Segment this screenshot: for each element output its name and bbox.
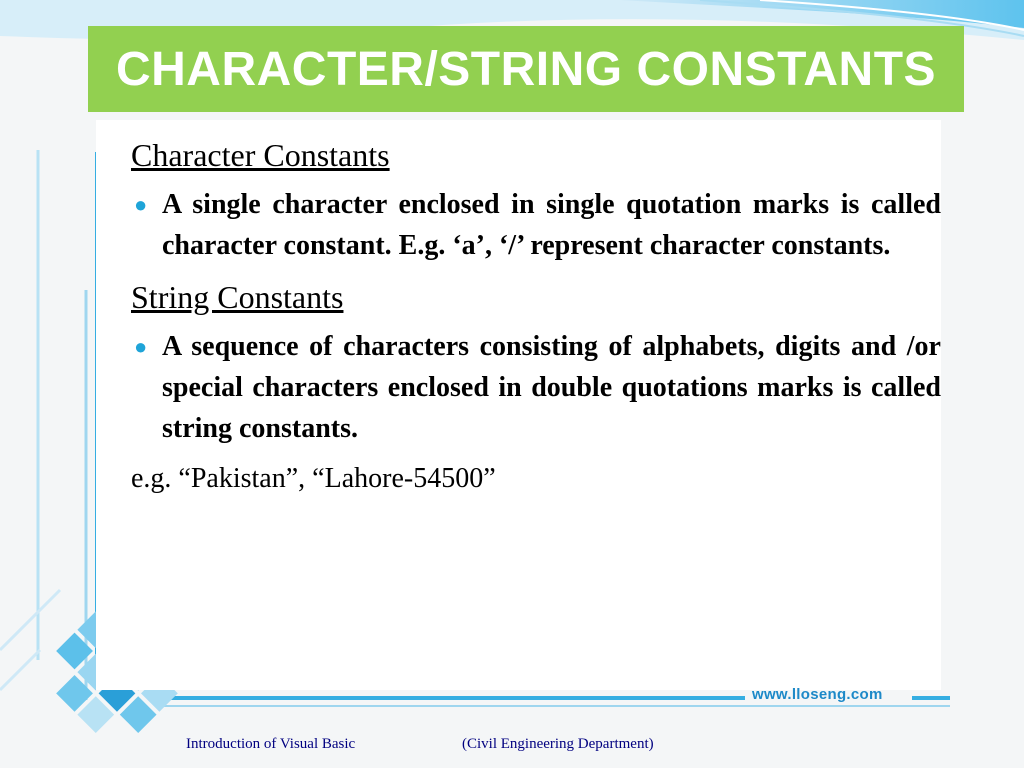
string-constants-text: A sequence of characters consisting of alphabets, digits and /or special characters enclosed in double quotations marks is called string constants. <box>162 331 941 444</box>
slide-title: CHARACTER/STRING CONSTANTS <box>115 42 937 96</box>
character-constants-text: A single character enclosed in single quotation marks is called character constant. E.g. ‘a’, ‘/’ represent character constants. <box>162 189 941 261</box>
character-constants-bullet <box>131 184 941 266</box>
string-example: e.g. “Pakistan”, “Lahore-54500” <box>131 463 496 494</box>
character-constants-heading: Character Constants <box>131 137 390 173</box>
title-banner <box>88 26 964 112</box>
website-watermark: www.lloseng.com <box>752 686 883 703</box>
footer-course-title: Introduction of Visual Basic <box>186 736 356 752</box>
footer-department: (Civil Engineering Department) <box>462 736 654 752</box>
string-constants-heading: String Constants <box>131 279 344 315</box>
slide-content <box>131 134 941 499</box>
bullet-icon: ● <box>134 334 148 359</box>
bullet-icon: ● <box>134 192 148 217</box>
string-constants-bullet <box>131 326 941 449</box>
